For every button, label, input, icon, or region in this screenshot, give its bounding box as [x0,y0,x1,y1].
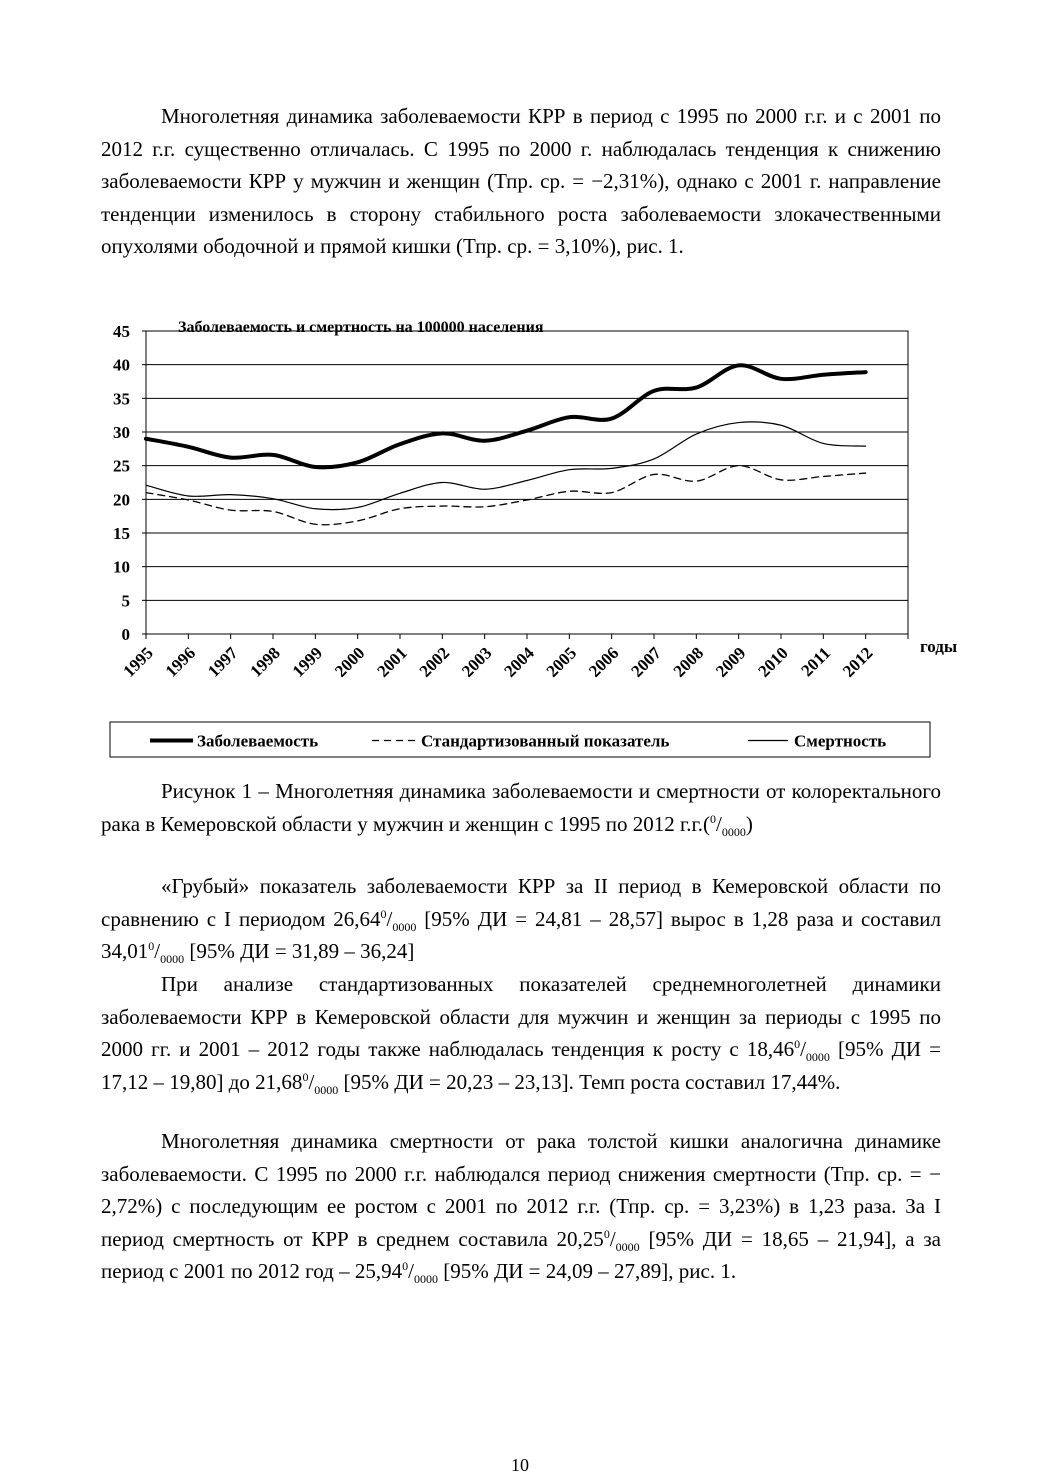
x-tick-label: 2009 [712,643,750,681]
x-tick-label: 2011 [797,643,835,681]
x-tick-label: 2010 [754,643,792,681]
x-tick-label: 2007 [627,643,665,681]
x-tick-label: 2005 [542,643,581,681]
paragraph-standardized: При анализе стандартизованных показателей среднемноголетней динамики заболеваемости КРР в Кемеровской области для мужчин и женщин за периоды с 1995 по 2000 гг. и 2001 – 2012 годы также наблюдалась тенденция к росту с $18,46^0/_{0000}$ [95% ДИ = 17,12 – 19,80] до $21,68^0/_{0000}$ [95% ДИ = 20,23 – 23,13]. Темп роста составил 17,44%. [101,972,941,1097]
legend-label-2: Смертность [794,731,887,751]
series-line-1 [146,466,866,525]
y-tick-label: 40 [113,355,130,375]
x-tick-label: 1999 [288,643,327,681]
x-tick-label: 1997 [204,643,242,681]
series-line-0 [146,365,866,467]
y-tick-label: 10 [113,557,130,577]
x-tick-label: 1998 [246,643,284,681]
y-tick-label: 0 [121,625,130,644]
y-tick-label: 20 [113,490,130,510]
x-tick-label: 2003 [458,643,496,681]
legend-label-0: Заболеваемость [197,731,319,751]
plot-area-border [146,331,908,634]
page-number: 10 [511,1455,529,1475]
paragraph-crude-rate: «Грубый» показатель заболеваемости КРР за II период в Кемеровской области по сравнению с I периодом $26,64^0/_{0000}$ [95% ДИ = 24,81 – 28,57] вырос в 1,28 раза и составил $34,01^0/_{0000}$ [95% ДИ = 31,89 – 36,24] [101,874,941,967]
x-tick-label: 2006 [585,643,623,681]
figure-caption: Рисунок 1 – Многолетняя динамика заболеваемости и смертности от колоректального рака в Кемеровской области у мужчин и женщин с 1995 по 2012 $г.г.(^0/_{0000})$ [101,779,941,839]
chart-title: Заболеваемость и смертность на 100000 населения [178,319,544,336]
x-tick-label: 2001 [373,643,411,681]
legend-label-1: Стандартизованный показатель [421,731,670,751]
x-tick-label: 2012 [839,643,877,681]
x-tick-label: 2000 [331,643,369,681]
x-tick-label: 2002 [415,643,454,681]
y-tick-label: 25 [113,456,130,476]
x-tick-label: 1995 [119,643,157,681]
paragraph-mortality: Многолетняя динамика смертности от рака толстой кишки аналогична динамике заболеваемости. С 1995 по 2000 г.г. наблюдался период снижения смертности (Тпр. ср. = − 2,72%) с последующим ее ростом с 2001 по 2012 г.г. (Тпр. ср. = 3,23%) в 1,23 раза. За I период смертность от КРР в среднем составила $20,25^0/_{0000}$ [95% ДИ = 18,65 – 21,94], а за период с 2001 по 2012 год – $25,94^0/_{0000}$ [95% ДИ = 24,09 – 27,89], рис. 1. [101,1129,942,1287]
x-axis-label: годы [920,637,958,656]
y-tick-label: 15 [113,524,130,543]
x-tick-label: 2004 [500,643,538,681]
line-chart [100,312,958,762]
x-tick-label: 1996 [161,643,200,681]
paragraph-intro: Многолетняя динамика заболеваемости КРР в период с 1995 по 2000 г.г. и с 2001 по 2012 г.г. существенно отличалась. С 1995 по 2000 г. наблюдалась тенденция к снижению заболеваемости КРР у мужчин и женщин (Тпр. ср. = −2,31%), однако с 2001 г. направление тенденции изменилось в сторону стабильного роста заболеваемости злокачественными опухолями ободочной и прямой кишки (Тпр. ср. = 3,10%), рис. 1. [101,104,941,259]
y-tick-label: 35 [113,389,130,409]
y-tick-label: 45 [113,322,130,341]
y-tick-label: 30 [113,423,130,442]
y-tick-label: 5 [121,591,130,611]
x-tick-label: 2008 [669,643,708,681]
